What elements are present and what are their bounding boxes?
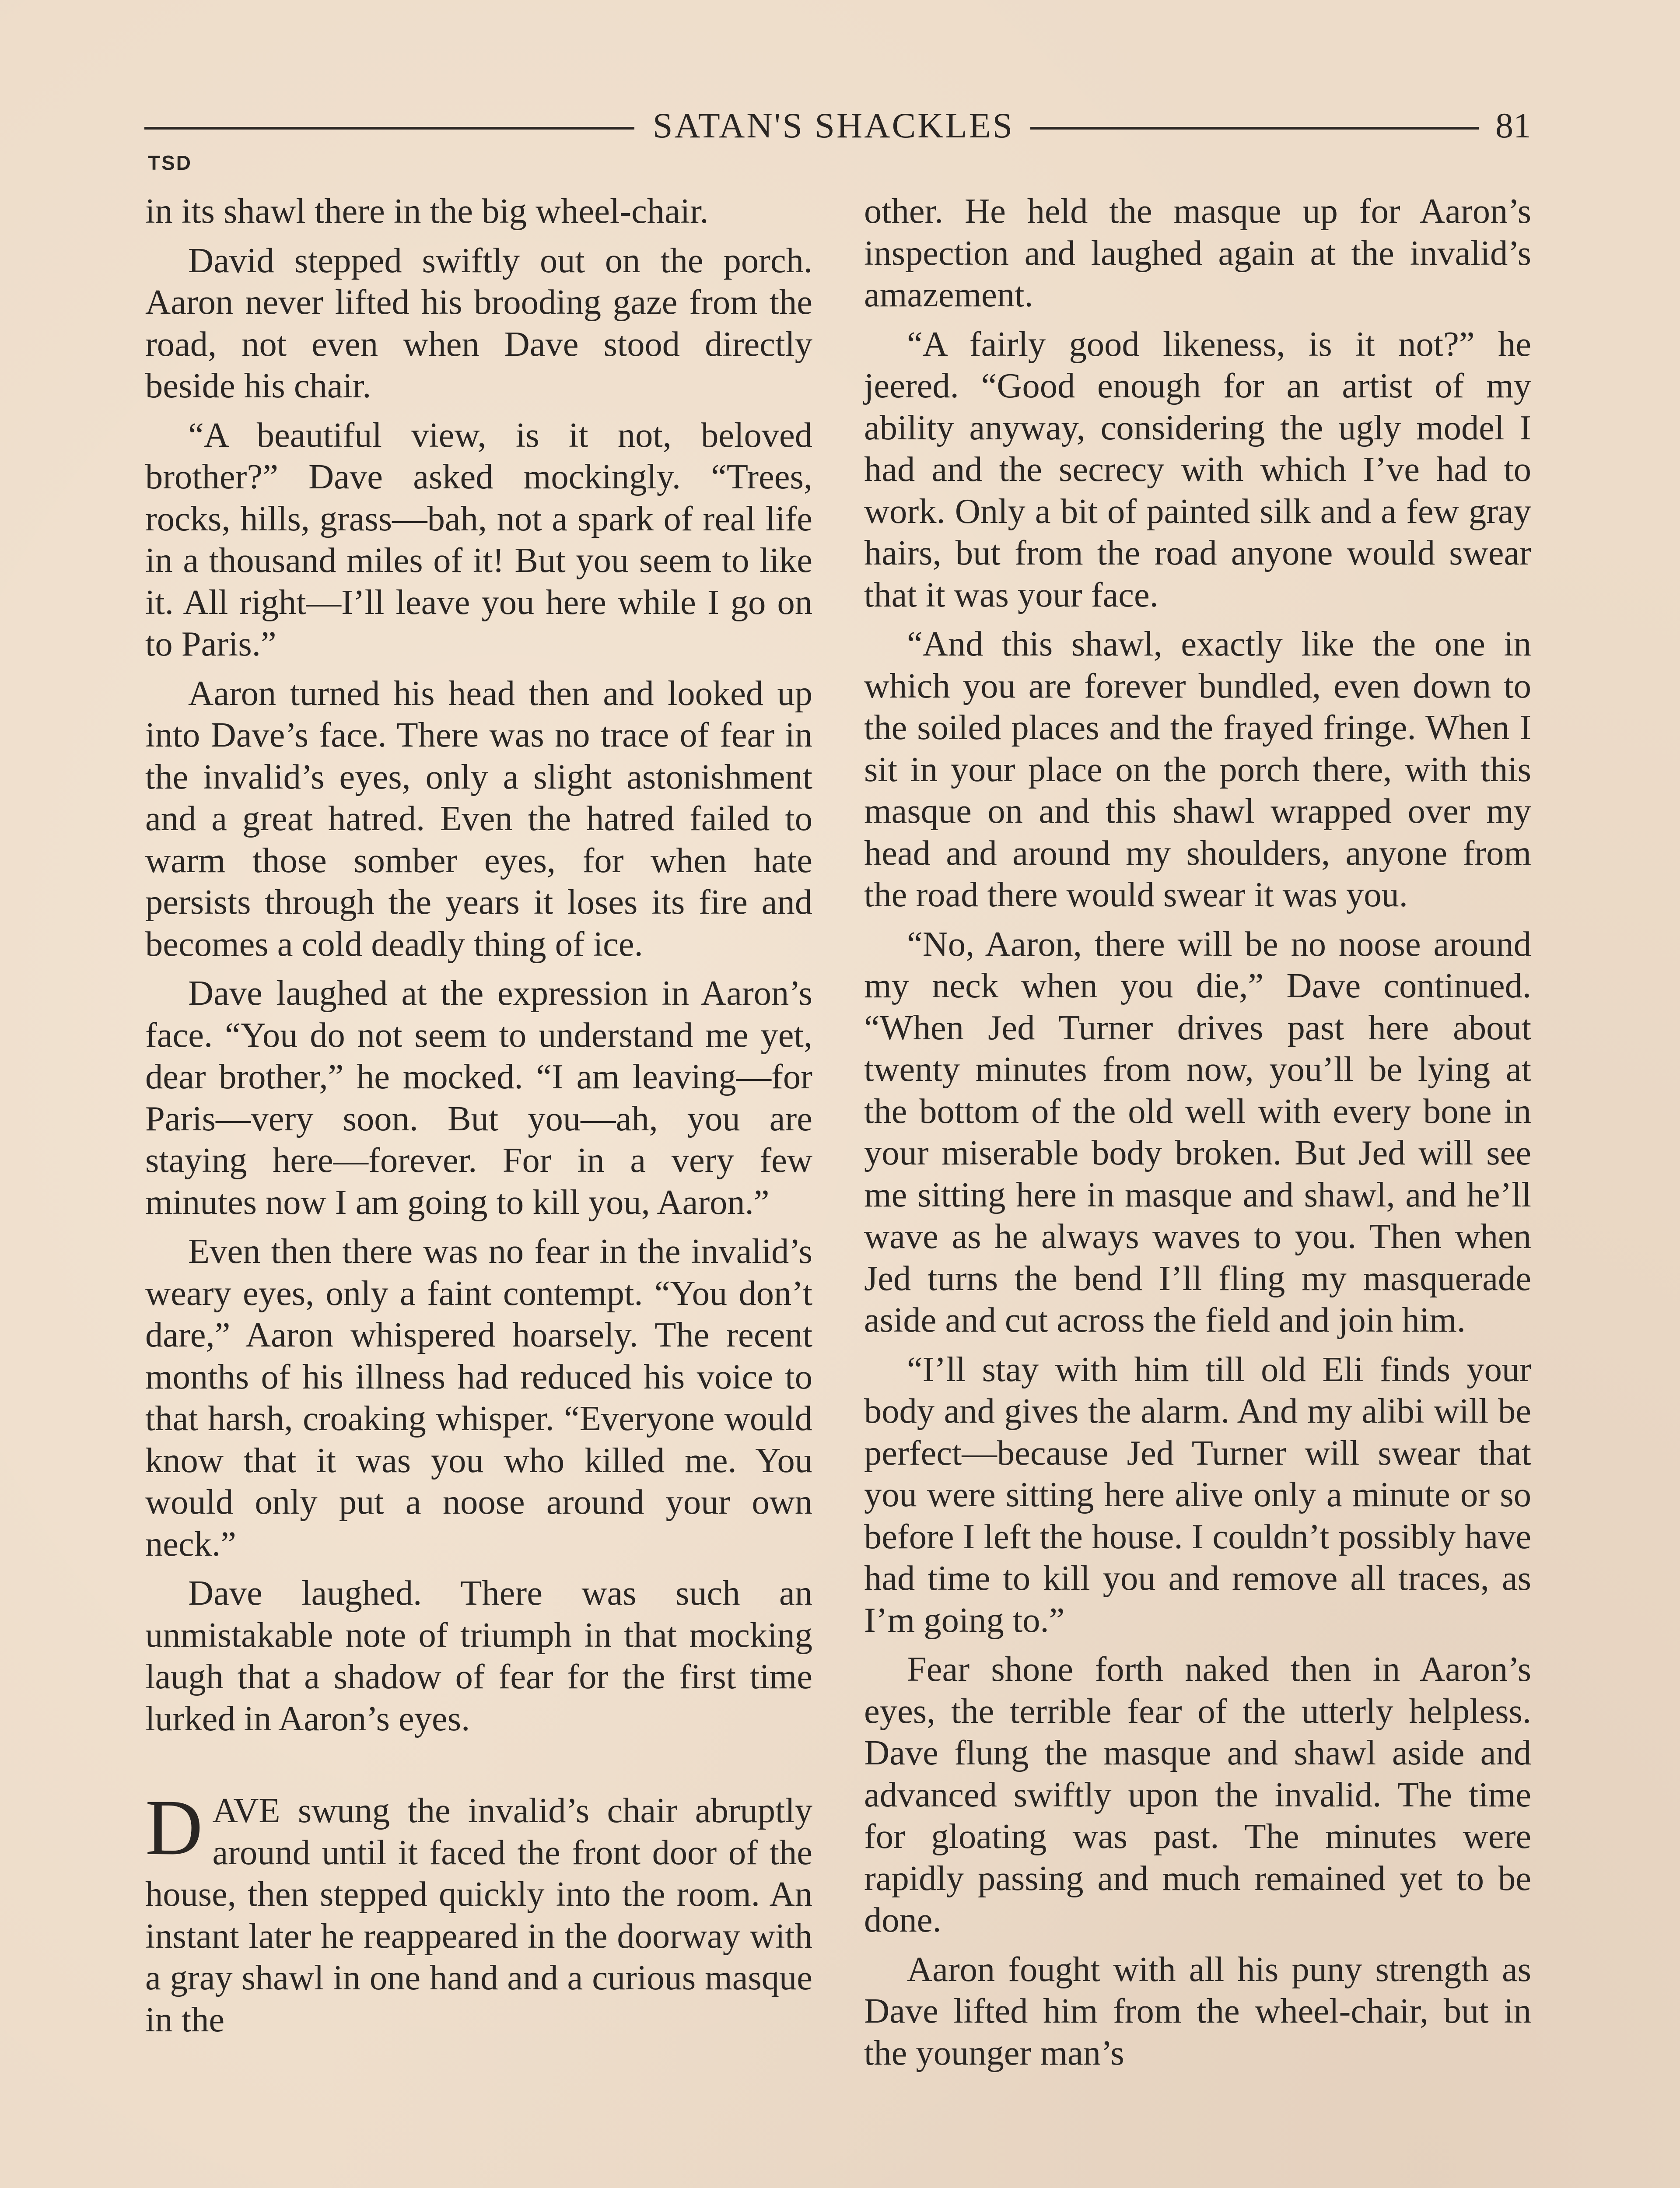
paragraph: Even then there was no fear in the invalid’s weary eyes, only a faint contempt. “You don’t dare,” Aaron whispered hoarsely. The recent months of his illness had reduced his voice to that harsh, croaking whisper. “Everyone would know that it was you who killed me. You would only put a noose around your own neck.” (145, 1232, 812, 1564)
paragraph: Dave laughed. There was such an unmistakable note of triumph in that mocking laugh that a shadow of fear for the first time lurked in Aaron’s eyes. (145, 1574, 812, 1738)
publisher-mark: TSD (148, 151, 192, 174)
paragraph-text: swung the invalid’s chair abruptly around until it faced the front door of the house, then stepped quickly into the room. An instant later he reappeared in the doorway with a gray shawl in one hand and a curious masque in the (145, 1791, 812, 2039)
header-rule-right (1030, 127, 1479, 130)
small-caps-lead: AVE (212, 1791, 280, 1830)
paragraph: Fear shone forth naked then in Aaron’s eyes, the terrible fear of the utterly helpless. Dave flung the masque and shawl aside and advanced swiftly upon the invalid. The time for gloating was past. The minutes were rapidly passing and much remained yet to be done. (864, 1650, 1531, 1939)
running-head (144, 102, 1531, 150)
paragraph: David stepped swiftly out on the porch. Aaron never lifted his brooding gaze from the road, not even when Dave stood directly beside his chair. (145, 241, 812, 405)
drop-cap-letter: D (145, 1784, 203, 1872)
drop-cap-paragraph (145, 1784, 812, 2041)
paragraph: Aaron fought with all his puny strength as Dave lifted him from the wheel-chair, but in the younger man’s (864, 1950, 1531, 2072)
header-rule-left (144, 127, 634, 130)
paragraph: “I’ll stay with him till old Eli finds your body and gives the alarm. And my alibi will be perfect—because Jed Turner will swear that you were sitting here alive only a minute or so before I left the house. I couldn’t possibly have had time to kill you and remove all traces, as I’m going to.” (864, 1350, 1531, 1640)
paragraph: in its shawl there in the big wheel-chair. (145, 192, 709, 231)
paragraph: Aaron turned his head then and looked up into Dave’s face. There was no trace of fear in the invalid’s eyes, only a slight astonishment and a great hatred. Even the hatred failed to warm those somber eyes, for when hate persists through the years it loses its fire and becomes a cold deadly thing of ice. (145, 673, 812, 964)
running-title: SATAN'S SHACKLES (652, 105, 1015, 145)
left-column (145, 190, 812, 2048)
paragraph: Dave laughed at the expression in Aaron’s face. “You do not seem to understand me yet, dear brother,” he mocked. “I am leaving—for Paris—very soon. But you—ah, you are staying here—forever. For in a very few minutes now I am going to kill you, Aaron.” (145, 974, 812, 1222)
paragraph: “No, Aaron, there will be no noose around my neck when you die,” Dave continued. “When Jed Turner drives past here about twenty minutes from now, you’ll be lying at the bottom of the old well with every bone in your miserable body broken. But Jed will see me sitting here in masque and shawl, and he’ll wave as he always waves to you. Then when Jed turns the bend I’ll fling my masquerade aside and cut across the field and join him. (864, 924, 1531, 1339)
page-number: 81 (1495, 105, 1531, 145)
right-column (864, 190, 1531, 2081)
paragraph: other. He held the masque up for Aaron’s inspection and laughed again at the invalid’s amazement. (864, 192, 1531, 314)
paragraph: “And this shawl, exactly like the one in which you are forever bundled, even down to the soiled places and the frayed fringe. When I sit in your place on the porch there, with this masque on and this shawl wrapped over my head and around my shoulders, anyone from the road there would swear it was you. (864, 624, 1531, 914)
paragraph: “A fairly good likeness, is it not?” he jeered. “Good enough for an artist of my ability anyway, considering the ugly model I had and the secrecy with which I’ve had to work. Only a bit of painted silk and a few gray hairs, but from the road anyone would swear that it was your face. (864, 324, 1531, 614)
paragraph: “A beautiful view, is it not, beloved brother?” Dave asked mockingly. “Trees, rocks, hills, grass—bah, not a spark of real life in a thousand miles of it! But you seem to like it. All right—I’ll leave you here while I go on to Paris.” (145, 415, 812, 663)
